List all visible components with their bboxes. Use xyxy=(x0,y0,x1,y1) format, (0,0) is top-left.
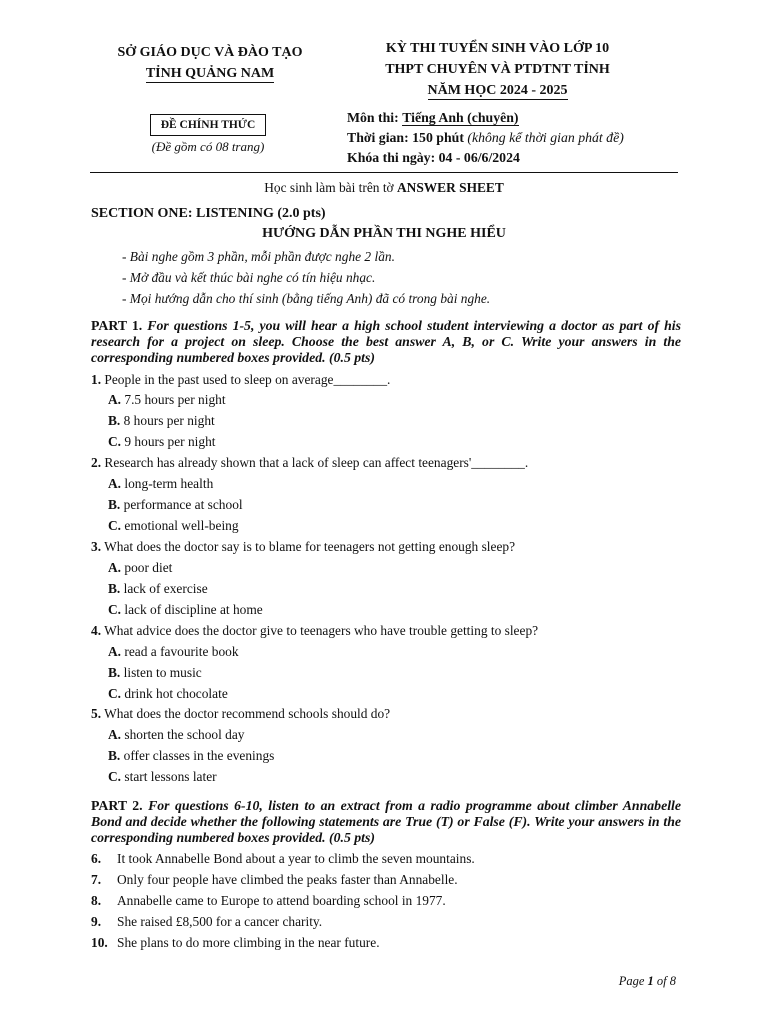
option-letter: C. xyxy=(108,769,122,784)
department-header xyxy=(90,42,330,84)
option-text: lack of discipline at home xyxy=(124,602,263,617)
statement-text: It took Annabelle Bond about a year to climb the seven mountains. xyxy=(117,851,475,866)
statement-text: She plans to do more climbing in the near future. xyxy=(117,935,380,950)
province-name: TỈNH QUẢNG NAM xyxy=(145,66,275,81)
option-5c xyxy=(108,769,217,785)
option-text: long-term health xyxy=(124,476,214,491)
option-letter: B. xyxy=(108,413,121,428)
part1-text: For questions 1-5, you will hear a high school student interviewing a doctor as part of his research for a project on sleep. Choose the best answer A, B, or C. Write your answers in the corresponding numbered boxes provided. (0.5 pts) xyxy=(91,318,682,365)
date-line xyxy=(347,148,624,168)
answer-note-bold: ANSWER SHEET xyxy=(397,180,504,195)
option-text: 9 hours per night xyxy=(124,434,216,449)
option-text: drink hot chocolate xyxy=(124,686,228,701)
question-number: 4. xyxy=(91,623,102,638)
header-divider xyxy=(90,172,678,173)
date-value: 04 - 06/6/2024 xyxy=(438,150,520,165)
question-3 xyxy=(91,539,515,555)
question-5 xyxy=(91,706,390,722)
page-footer xyxy=(560,974,676,989)
option-5a xyxy=(108,727,245,743)
option-4a xyxy=(108,644,239,660)
option-text: read a favourite book xyxy=(124,644,239,659)
question-2 xyxy=(91,455,528,471)
option-1c xyxy=(108,434,216,450)
option-text: shorten the school day xyxy=(124,727,245,742)
option-letter: A. xyxy=(108,476,122,491)
time-value: 150 phút xyxy=(412,130,464,145)
part1-instruction xyxy=(91,318,681,366)
option-text: 8 hours per night xyxy=(123,413,215,428)
guide-item: - Bài nghe gồm 3 phần, mỗi phần được nghe 2 lần. xyxy=(122,249,395,264)
option-2c xyxy=(108,518,239,534)
option-text: performance at school xyxy=(123,497,243,512)
answer-note-prefix: Học sinh làm bài trên tờ xyxy=(264,180,394,195)
option-text: poor diet xyxy=(124,560,173,575)
question-number: 1. xyxy=(91,372,102,387)
subject-label: Môn thi: xyxy=(347,110,399,125)
option-text: lack of exercise xyxy=(123,581,208,596)
option-letter: A. xyxy=(108,644,122,659)
guide-list xyxy=(122,246,490,309)
statement-9 xyxy=(91,914,322,930)
option-letter: B. xyxy=(108,581,121,596)
option-letter: B. xyxy=(108,665,121,680)
option-letter: B. xyxy=(108,748,121,763)
question-number: 5. xyxy=(91,706,102,721)
school-year: NĂM HỌC 2024 - 2025 xyxy=(427,83,568,98)
statement-number: 7. xyxy=(91,872,102,887)
question-text: Research has already shown that a lack of sleep can affect teenagers'________. xyxy=(104,455,529,470)
option-1a xyxy=(108,392,226,408)
question-4 xyxy=(91,623,538,639)
option-3b xyxy=(108,581,208,597)
official-stamp xyxy=(138,114,278,155)
option-letter: A. xyxy=(108,727,122,742)
exam-title: KỲ THI TUYỂN SINH VÀO LỚP 10 xyxy=(385,41,610,56)
date-label: Khóa thi ngày: xyxy=(347,150,436,165)
option-letter: A. xyxy=(108,560,122,575)
question-number: 2. xyxy=(91,455,102,470)
section-title: SECTION ONE: LISTENING (2.0 pts) xyxy=(91,206,326,221)
subject-value: Tiếng Anh (chuyên) xyxy=(402,110,519,125)
part2-instruction xyxy=(91,798,681,846)
statement-number: 6. xyxy=(91,851,102,866)
statement-number: 10. xyxy=(91,935,108,950)
question-text: People in the past used to sleep on average________. xyxy=(104,372,391,387)
guide-item: - Mở đầu và kết thúc bài nghe có tín hiệu nhạc. xyxy=(122,270,376,285)
pages-note: (Đề gồm có 08 trang) xyxy=(151,139,265,154)
page-word: Page xyxy=(618,974,645,988)
time-note: (không kể thời gian phát đề) xyxy=(467,130,624,145)
option-letter: C. xyxy=(108,518,122,533)
official-label: ĐỀ CHÍNH THỨC xyxy=(150,114,267,136)
statement-text: Only four people have climbed the peaks faster than Annabelle. xyxy=(117,872,458,887)
part2-label: PART 2. xyxy=(91,798,143,813)
option-1b xyxy=(108,413,215,429)
option-letter: C. xyxy=(108,602,122,617)
department-name: SỞ GIÁO DỤC VÀ ĐÀO TẠO xyxy=(117,45,303,60)
option-text: offer classes in the evenings xyxy=(123,748,275,763)
option-letter: A. xyxy=(108,392,122,407)
option-letter: C. xyxy=(108,434,122,449)
option-4c xyxy=(108,686,228,702)
question-text: What does the doctor recommend schools should do? xyxy=(104,706,391,721)
exam-subtitle: THPT CHUYÊN VÀ PTDTNT TỈNH xyxy=(385,62,610,77)
option-text: 7.5 hours per night xyxy=(124,392,226,407)
option-2b xyxy=(108,497,243,513)
statement-number: 8. xyxy=(91,893,102,908)
question-text: What does the doctor say is to blame for teenagers not getting enough sleep? xyxy=(104,539,516,554)
statement-7 xyxy=(91,872,458,888)
page-total: 8 xyxy=(669,974,676,988)
option-3a xyxy=(108,560,172,576)
statement-8 xyxy=(91,893,446,909)
option-letter: C. xyxy=(108,686,122,701)
page-number: 1 xyxy=(647,974,654,988)
statement-number: 9. xyxy=(91,914,102,929)
option-5b xyxy=(108,748,274,764)
guide-title: HƯỚNG DẪN PHẦN THI NGHE HIỂU xyxy=(262,226,506,241)
statement-text: Annabelle came to Europe to attend boarding school in 1977. xyxy=(117,893,446,908)
option-2a xyxy=(108,476,213,492)
option-letter: B. xyxy=(108,497,121,512)
option-text: start lessons later xyxy=(124,769,217,784)
part2-text: For questions 6-10, listen to an extract from a radio programme about climber Annabelle Bond and decide whether the following statements are True (T) or False (F). Write your answers in the corresponding numbered boxes provided. (0.5 pts) xyxy=(91,798,681,845)
question-text: What advice does the doctor give to teenagers who have trouble getting to sleep? xyxy=(104,623,539,638)
time-line xyxy=(347,128,624,148)
of-word: of xyxy=(656,974,667,988)
statement-10 xyxy=(91,935,380,951)
option-text: emotional well-being xyxy=(124,518,239,533)
guide-item: - Mọi hướng dẫn cho thí sinh (bằng tiếng Anh) đã có trong bài nghe. xyxy=(122,291,491,306)
option-text: listen to music xyxy=(123,665,202,680)
exam-header xyxy=(345,38,650,101)
answer-sheet-note xyxy=(90,180,678,196)
part1-label: PART 1. xyxy=(91,318,143,333)
statement-text: She raised £8,500 for a cancer charity. xyxy=(117,914,323,929)
question-1 xyxy=(91,372,390,388)
subject-line xyxy=(347,108,624,128)
question-number: 3. xyxy=(91,539,102,554)
option-3c xyxy=(108,602,263,618)
option-4b xyxy=(108,665,202,681)
statement-6 xyxy=(91,851,475,867)
time-label: Thời gian: xyxy=(347,130,409,145)
exam-info xyxy=(347,108,624,168)
